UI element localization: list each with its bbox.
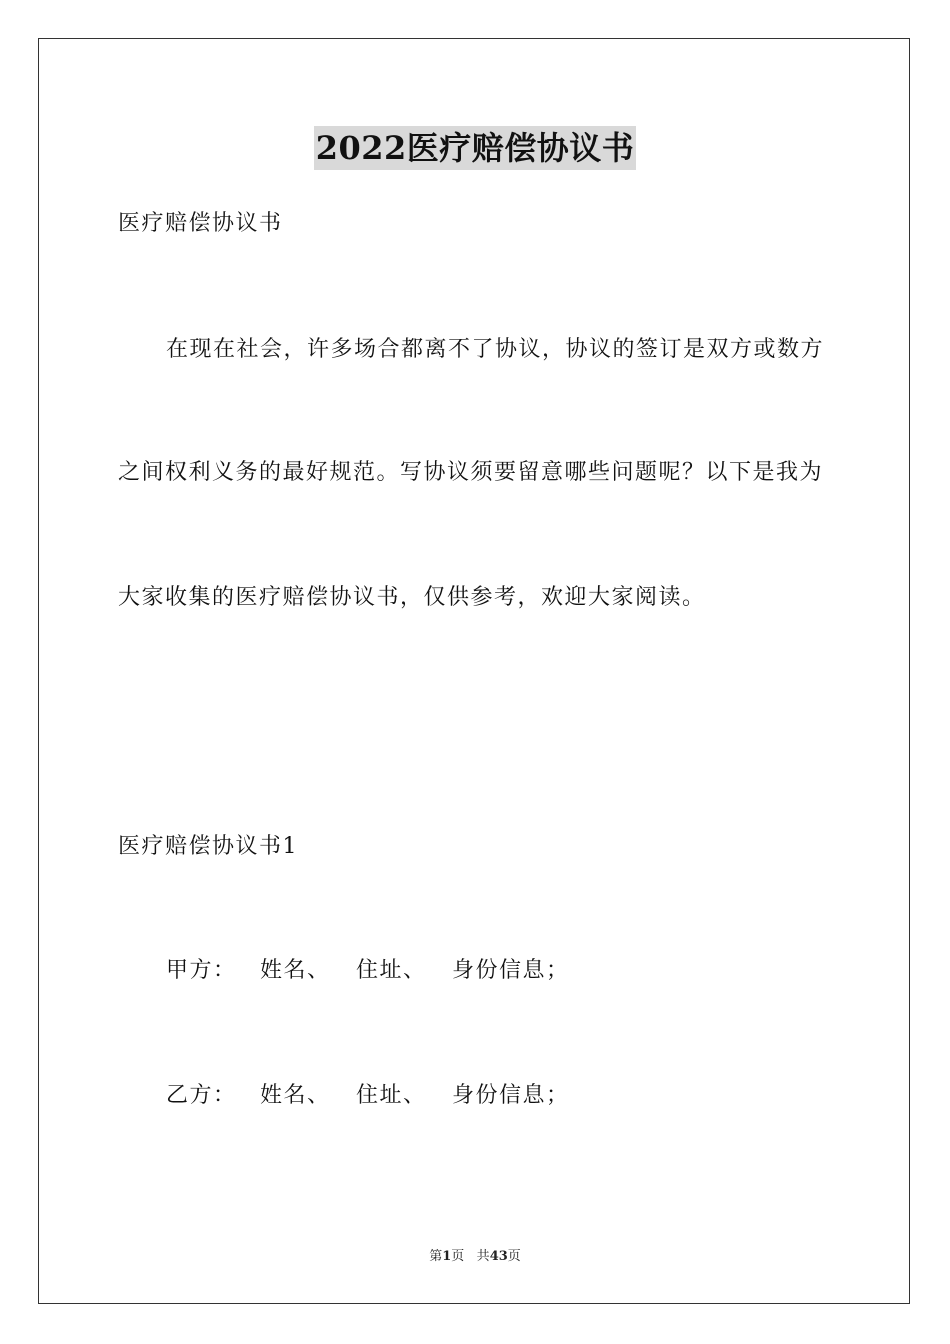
footer-page-total: 43 xyxy=(489,1249,508,1264)
footer-page-current: 1 xyxy=(442,1249,452,1264)
party-b-address: 住址、 xyxy=(356,1083,427,1108)
footer-page-suffix: 页 xyxy=(451,1249,465,1264)
intro-line-2: 之间权利义务的最好规范。写协议须要留意哪些问题呢？以下是我为 xyxy=(118,460,824,485)
section-heading: 医疗赔偿协议书1 xyxy=(118,834,298,859)
footer-page-prefix: 第 xyxy=(429,1249,443,1264)
footer-total-suffix: 页 xyxy=(507,1249,521,1264)
page-footer xyxy=(0,1248,950,1266)
party-a-label: 甲方： xyxy=(166,958,237,983)
party-a-name: 姓名、 xyxy=(260,958,331,983)
party-b-id-info: 身份信息； xyxy=(452,1083,570,1108)
footer-total-prefix: 共 xyxy=(476,1249,490,1264)
document-title: 2022医疗赔偿协议书 xyxy=(314,126,637,170)
intro-line-1: 在现在社会，许多场合都离不了协议，协议的签订是双方或数方 xyxy=(166,337,825,362)
party-a-id-info: 身份信息； xyxy=(452,958,570,983)
document-subtitle: 医疗赔偿协议书 xyxy=(118,211,283,236)
party-b-row xyxy=(166,1080,570,1112)
party-a-row xyxy=(166,955,570,987)
party-b-label: 乙方： xyxy=(166,1083,237,1108)
intro-line-3: 大家收集的医疗赔偿协议书，仅供参考，欢迎大家阅读。 xyxy=(118,585,706,610)
party-a-address: 住址、 xyxy=(356,958,427,983)
title-container xyxy=(0,126,950,170)
party-b-name: 姓名、 xyxy=(260,1083,331,1108)
